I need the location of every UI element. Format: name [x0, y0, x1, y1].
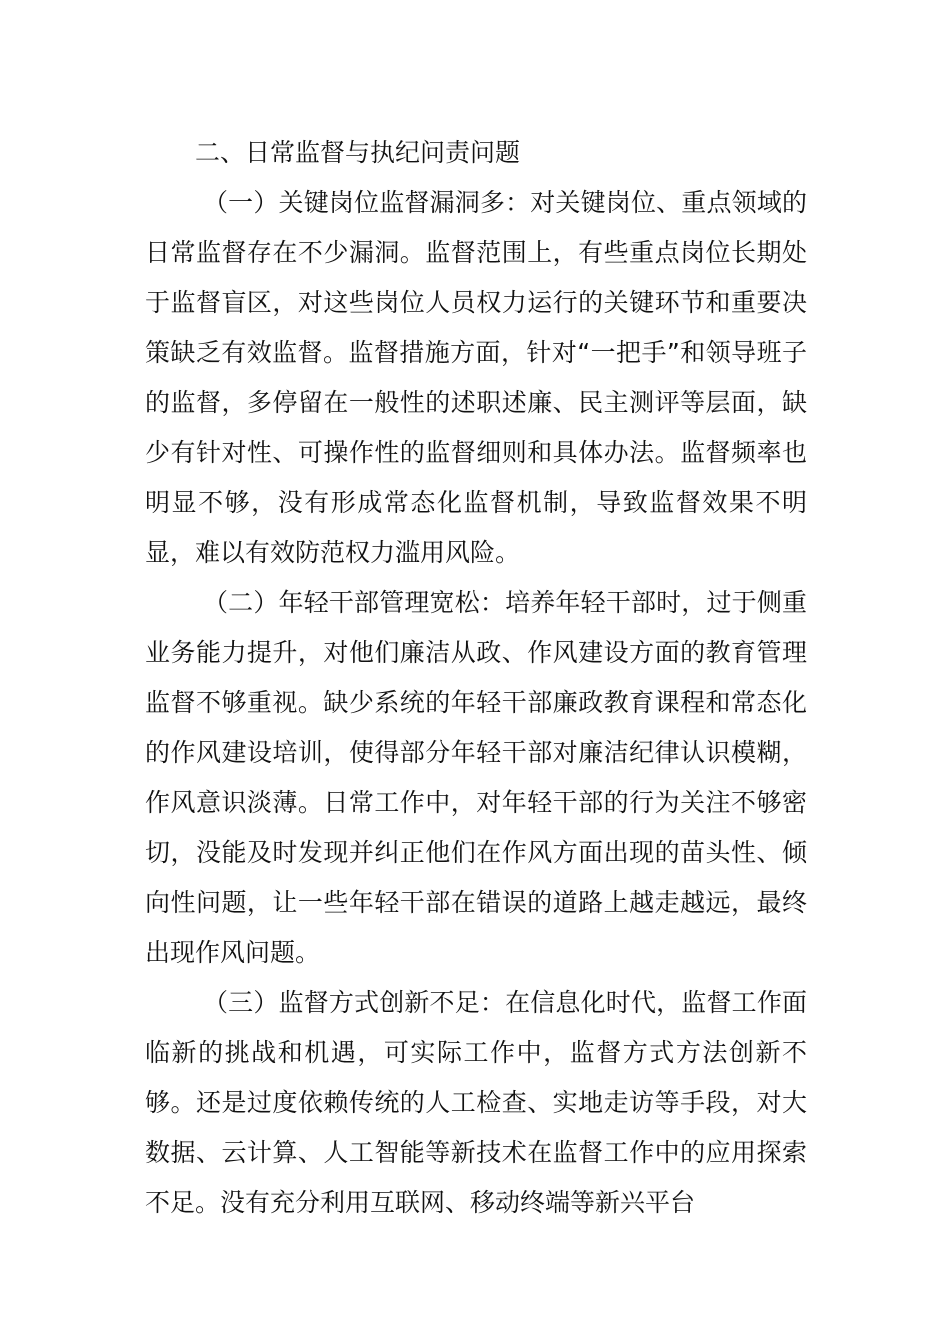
- section-heading: 二、日常监督与执纪问责问题: [195, 138, 521, 167]
- paragraph-key-post-supervision: （一）关键岗位监督漏洞多：对关键岗位、重点领域的日常监督存在不少漏洞。监督范围上，有些重点岗位长期处于监督盲区，对这些岗位人员权力运行的关键环节和重要决策缺乏有效监督。监督措施方面，针对“一把手”和领导班子的监督，多停留在一般性的述职述廉、民主测评等层面，缺少有针对性、可操作性的监督细则和具体办法。监督频率也明显不够，没有形成常态化监督机制，导致监督效果不明显，难以有效防范权力滥用风险。: [145, 188, 807, 567]
- paragraph-young-cadre-management: （二）年轻干部管理宽松：培养年轻干部时，过于侧重业务能力提升，对他们廉洁从政、作风建设方面的教育管理监督不够重视。缺少系统的年轻干部廉政教育课程和常态化的作风建设培训，使得部分年轻干部对廉洁纪律认识模糊，作风意识淡薄。日常工作中，对年轻干部的行为关注不够密切，没能及时发现并纠正他们在作风方面出现的苗头性、倾向性问题，让一些年轻干部在错误的道路上越走越远，最终出现作风问题。: [145, 588, 807, 967]
- document-body: [145, 128, 807, 1228]
- paragraph-supervision-innovation: （三）监督方式创新不足：在信息化时代，监督工作面临新的挑战和机遇，可实际工作中，监督方式方法创新不够。还是过度依赖传统的人工检查、实地走访等手段，对大数据、云计算、人工智能等新技术在监督工作中的应用探索不足。没有充分利用互联网、移动终端等新兴平台: [145, 988, 807, 1217]
